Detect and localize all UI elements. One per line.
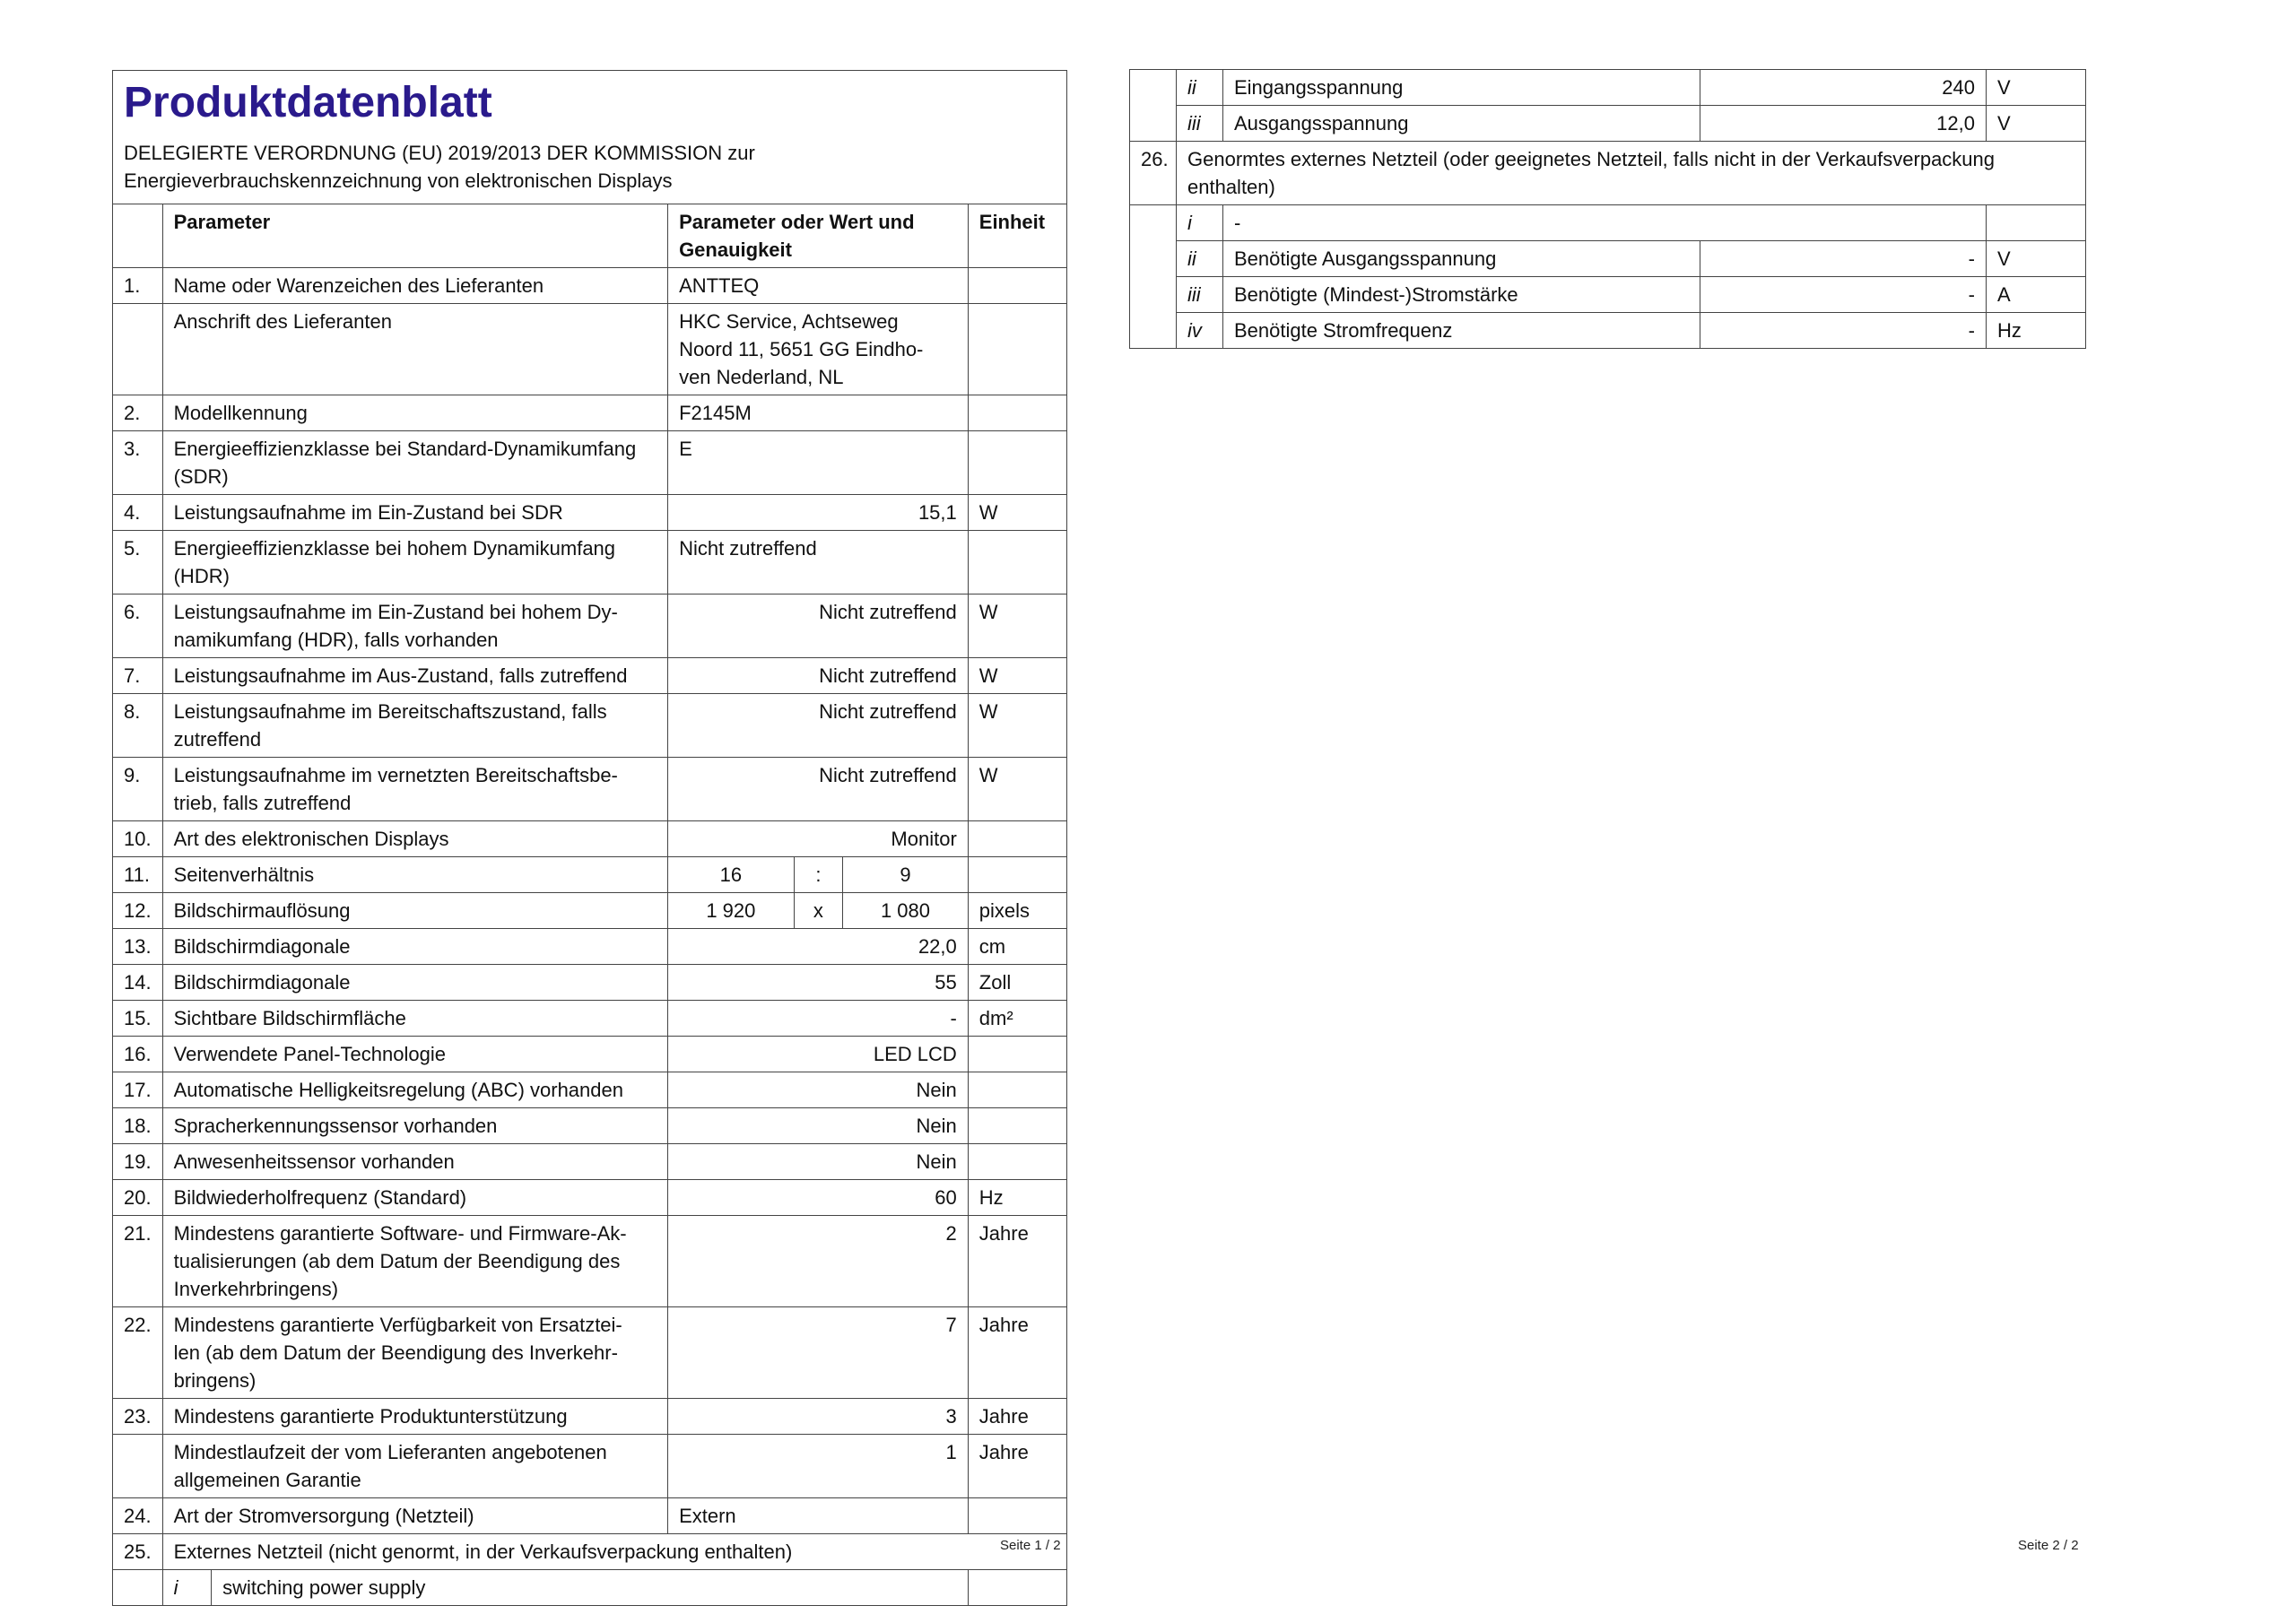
table-row: 19. Anwesenheitssensor vorhanden Nein xyxy=(113,1144,1067,1180)
page-1-footer: Seite 1 / 2 xyxy=(1000,1538,1061,1553)
table-row: 12. Bildschirmauflösung 1 920 x 1 080 pixels xyxy=(113,893,1067,929)
table-row: 15. Sichtbare Bildschirmfläche - dm² xyxy=(113,1001,1067,1037)
header-parameter: Parameter xyxy=(162,204,667,268)
table-row: 17. Automatische Helligkeitsregelung (ABC) vorhanden Nein xyxy=(113,1072,1067,1108)
table-row: 26. Genormtes externes Netzteil (oder geeignetes Netzteil, falls nicht in der Verkaufsverpackung enthalten) xyxy=(1130,142,2086,205)
table-row: iii Benötigte (Mindest-)Stromstärke - A xyxy=(1130,277,2086,313)
table-row: 24. Art der Stromversorgung (Netzteil) Extern xyxy=(113,1498,1067,1534)
regulation-line-2: Energieverbrauchskennzeichnung von elektronischen Displays xyxy=(124,169,673,192)
table-row: 21. Mindestens garantierte Software- und Firmware-Ak- tualisierungen (ab dem Datum der Beendigung des Inverkehrbringens) 2 Jahre xyxy=(113,1216,1067,1307)
table-row: 23. Mindestens garantierte Produktunterstützung 3 Jahre xyxy=(113,1399,1067,1435)
table-row: 8. Leistungsaufnahme im Bereitschaftszustand, falls zutreffend Nicht zutreffend W xyxy=(113,694,1067,758)
table-row: ii Benötigte Ausgangsspannung - V xyxy=(1130,241,2086,277)
table-row: 6. Leistungsaufnahme im Ein-Zustand bei hohem Dy- namikumfang (HDR), falls vorhanden Nicht zutreffend W xyxy=(113,595,1067,658)
table-row: 10. Art des elektronischen Displays Monitor xyxy=(113,821,1067,857)
product-data-table xyxy=(112,204,1067,1606)
table-row: Mindestlaufzeit der vom Lieferanten angebotenen allgemeinen Garantie 1 Jahre xyxy=(113,1435,1067,1498)
regulation-line-1: DELEGIERTE VERORDNUNG (EU) 2019/2013 DER KOMMISSION zur xyxy=(124,142,755,164)
power-supply-table xyxy=(1129,69,2086,349)
table-row: iii Ausgangsspannung 12,0 V xyxy=(1130,106,2086,142)
table-row: iv Benötigte Stromfrequenz - Hz xyxy=(1130,313,2086,349)
page-1 xyxy=(112,70,1067,1606)
table-row: 25. Externes Netzteil (nicht genormt, in der Verkaufsverpackung enthalten) xyxy=(113,1534,1067,1570)
table-row: 1. Name oder Warenzeichen des Lieferanten ANTTEQ xyxy=(113,268,1067,304)
table-row: 16. Verwendete Panel-Technologie LED LCD xyxy=(113,1037,1067,1072)
header-value: Parameter oder Wert und Genauigkeit xyxy=(668,204,969,268)
table-row: i switching power supply xyxy=(113,1570,1067,1606)
table-row: 14. Bildschirmdiagonale 55 Zoll xyxy=(113,965,1067,1001)
table-row: 7. Leistungsaufnahme im Aus-Zustand, falls zutreffend Nicht zutreffend W xyxy=(113,658,1067,694)
table-row: 4. Leistungsaufnahme im Ein-Zustand bei SDR 15,1 W xyxy=(113,495,1067,531)
table-row: 22. Mindestens garantierte Verfügbarkeit von Ersatztei- len (ab dem Datum der Beendigung des Inverkehr- bringens) 7 Jahre xyxy=(113,1307,1067,1399)
header-unit: Einheit xyxy=(968,204,1066,268)
page-2 xyxy=(1129,69,2085,349)
table-row: ii Eingangsspannung 240 V xyxy=(1130,70,2086,106)
table-row: 5. Energieeffizienzklasse bei hohem Dynamikumfang (HDR) Nicht zutreffend xyxy=(113,531,1067,595)
table-row: 13. Bildschirmdiagonale 22,0 cm xyxy=(113,929,1067,965)
table-row: 2. Modellkennung F2145M xyxy=(113,395,1067,431)
document-header xyxy=(112,70,1067,204)
table-row: 9. Leistungsaufnahme im vernetzten Bereitschaftsbe- trieb, falls zutreffend Nicht zutreffend W xyxy=(113,758,1067,821)
table-row: 3. Energieeffizienzklasse bei Standard-Dynamikumfang (SDR) E xyxy=(113,431,1067,495)
table-row: 18. Spracherkennungssensor vorhanden Nein xyxy=(113,1108,1067,1144)
table-row: i - xyxy=(1130,205,2086,241)
page-2-footer: Seite 2 / 2 xyxy=(2018,1538,2079,1553)
table-row: 20. Bildwiederholfrequenz (Standard) 60 Hz xyxy=(113,1180,1067,1216)
table-row: Anschrift des Lieferanten HKC Service, Achtseweg Noord 11, 5651 GG Eindho- ven Nederland, NL xyxy=(113,304,1067,395)
table-row: 11. Seitenverhältnis 16 : 9 xyxy=(113,857,1067,893)
table-header-row xyxy=(113,204,1067,268)
page-title: Produktdatenblatt xyxy=(124,79,492,126)
